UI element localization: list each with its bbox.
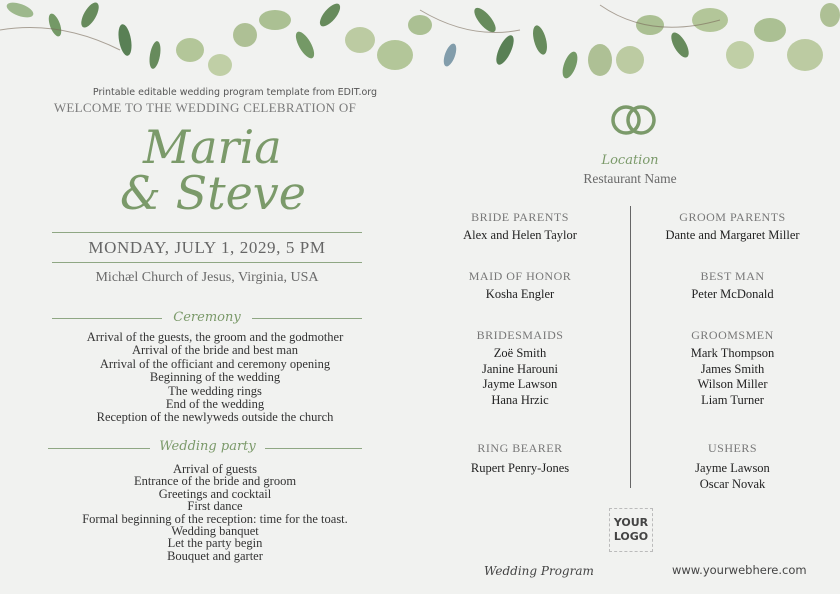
list-item: Arrival of the officiant and ceremony opening: [99, 356, 331, 371]
wedding-party-list: [40, 463, 390, 562]
person-name: Kosha Engler: [485, 287, 555, 301]
person-name: James Smith: [700, 361, 765, 376]
bridesmaids-block: [440, 328, 600, 408]
role-label: BRIDE PARENTS: [471, 210, 569, 224]
list-item: Arrival of the guests, the groom and the godmother: [86, 330, 344, 344]
divider: [52, 232, 362, 233]
person-name: Oscar Novak: [699, 476, 766, 491]
list-item: First dance: [187, 499, 243, 514]
role-label: GROOM PARENTS: [679, 210, 786, 224]
list-item: Beginning of the wedding: [149, 370, 281, 385]
person-name: Liam Turner: [701, 392, 764, 407]
maid-of-honor-block: [440, 269, 600, 303]
couple-name-second: & Steve: [120, 166, 306, 220]
role-label: GROOMSMEN: [691, 328, 774, 342]
role-label: RING BEARER: [477, 441, 563, 455]
person-name: Dante and Margaret Miller: [665, 228, 800, 242]
divider: [265, 448, 362, 449]
person-name: Jayme Lawson: [482, 377, 558, 392]
best-man-block: [645, 269, 820, 303]
person-name: Zoë Smith: [493, 346, 547, 360]
list-item: Formal beginning of the reception: time for the toast.: [82, 511, 348, 526]
person-name: Rupert Penry-Jones: [470, 461, 570, 475]
person-name: Jayme Lawson: [695, 461, 770, 475]
bride-parents-block: [440, 210, 600, 244]
list-item: End of the wedding: [165, 397, 265, 412]
list-item: Greetings and cocktail: [158, 486, 272, 501]
list-item: Bouquet and garter: [167, 548, 263, 563]
person-name: Wilson Miller: [697, 377, 768, 392]
person-name: Peter McDonald: [691, 287, 774, 301]
list-item: The wedding rings: [168, 383, 262, 398]
logo-line-2: LOGO: [613, 530, 649, 543]
venue: Michæl Church of Jesus, Virginia, USA: [95, 270, 319, 285]
list-item: Arrival of guests: [172, 462, 257, 476]
groom-parents-block: [645, 210, 820, 244]
divider: [252, 318, 362, 319]
ring-bearer-block: [440, 441, 600, 477]
divider: [52, 318, 162, 319]
location-title: Location: [601, 153, 659, 168]
person-name: Hana Hrzic: [491, 392, 549, 407]
logo-placeholder: [609, 508, 653, 552]
column-divider: [630, 206, 631, 488]
person-name: Alex and Helen Taylor: [463, 228, 577, 242]
welcome-heading: WELCOME TO THE WEDDING CELEBRATION OF: [53, 100, 357, 115]
list-item: Let the party begin: [167, 536, 263, 551]
role-label: BRIDESMAIDS: [476, 328, 564, 342]
role-label: USHERS: [707, 441, 757, 455]
ceremony-list: [40, 331, 390, 425]
template-note: Printable editable wedding program template from EDIT.org: [92, 87, 378, 98]
list-item: Arrival of the bride and best man: [132, 343, 298, 358]
logo-line-1: YOUR: [613, 516, 649, 529]
location-name: Restaurant Name: [583, 171, 677, 186]
groomsmen-block: [645, 328, 820, 408]
ceremony-title: Ceremony: [173, 310, 241, 325]
program-footer: Wedding Program: [484, 564, 594, 578]
website-link[interactable]: www.yourwebhere.com: [672, 563, 807, 577]
foliage-garland: [0, 0, 840, 90]
list-item: Entrance of the bride and groom: [133, 474, 297, 489]
person-name: Janine Harouni: [481, 361, 559, 376]
person-name: Mark Thompson: [690, 346, 775, 360]
couple-name-first: Maria: [143, 120, 282, 174]
date-line: MONDAY, JULY 1, 2029, 5 PM: [88, 238, 326, 257]
role-label: BEST MAN: [700, 269, 765, 283]
list-item: Reception of the newlyweds outside the church: [96, 410, 334, 425]
divider: [52, 262, 362, 263]
divider: [48, 448, 150, 449]
wedding-party-title: Wedding party: [159, 439, 256, 454]
role-label: MAID OF HONOR: [468, 269, 572, 283]
wedding-rings-icon: [608, 102, 660, 138]
ushers-block: [645, 441, 820, 492]
list-item: Wedding banquet: [171, 524, 259, 539]
